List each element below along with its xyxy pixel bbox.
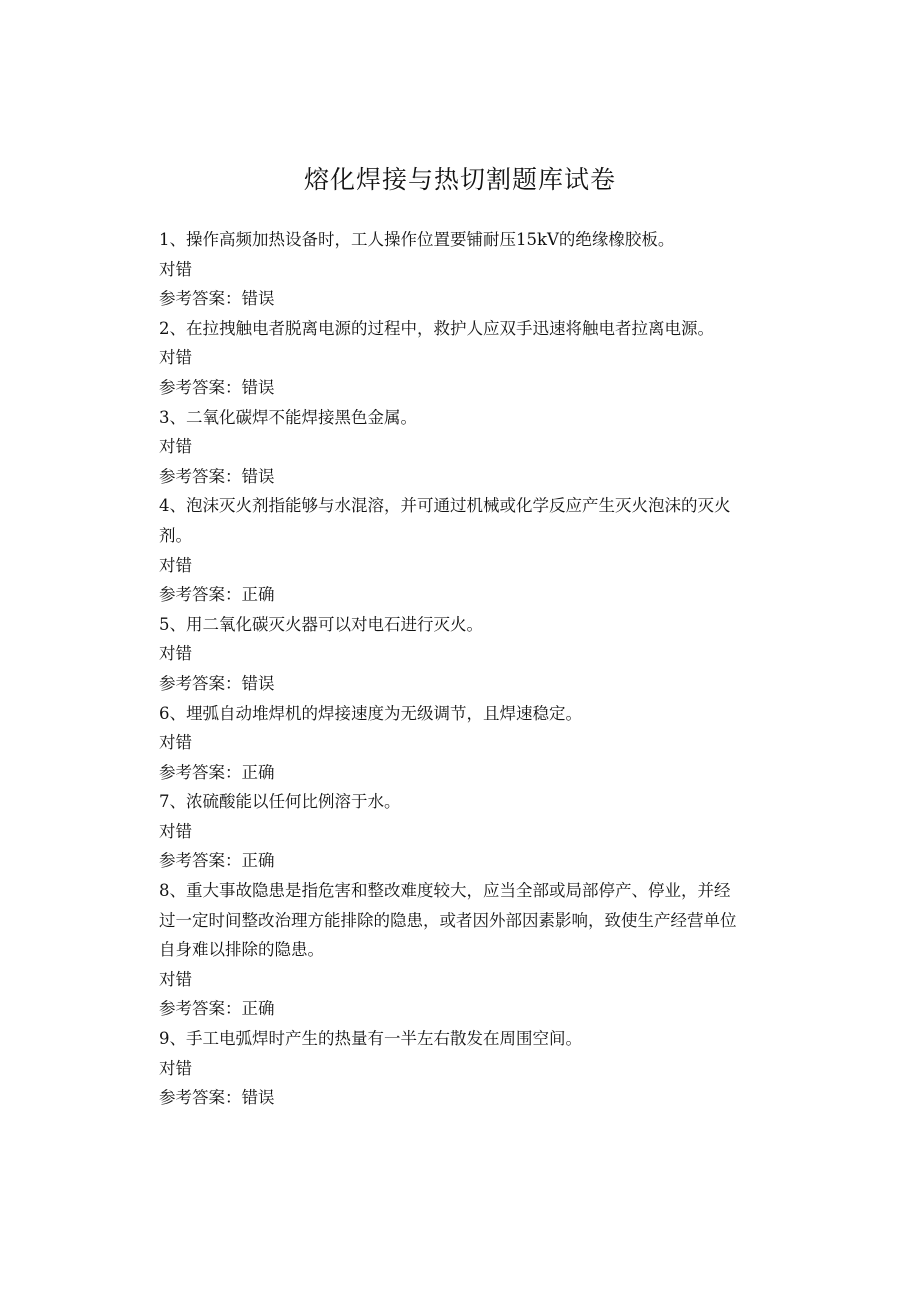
question-text: 6、埋弧自动堆焊机的焊接速度为无级调节，且焊速稳定。 xyxy=(159,703,582,723)
question-text-line: 4、泡沫灭火剂指能够与水混溶，并可通过机械或化学反应产生灭火泡沫的灭火 xyxy=(159,496,731,516)
question-item xyxy=(159,314,769,403)
question-text-line: 过一定时间整改治理方能排除的隐患，或者因外部因素影响，致使生产经营单位 xyxy=(159,910,737,930)
question-item xyxy=(159,699,769,788)
question-options: 对错 xyxy=(159,644,192,664)
question-options: 对错 xyxy=(159,1058,192,1078)
question-item xyxy=(159,403,769,492)
question-text: 3、二氧化碳焊不能焊接黑色金属。 xyxy=(159,407,417,427)
question-answer: 参考答案：正确 xyxy=(159,851,275,871)
question-item xyxy=(159,225,769,314)
question-answer: 参考答案：正确 xyxy=(159,999,275,1019)
question-list xyxy=(159,225,769,1113)
question-answer: 参考答案：错误 xyxy=(159,673,275,693)
question-options: 对错 xyxy=(159,259,192,279)
question-item xyxy=(159,491,769,609)
question-text: 7、浓硫酸能以任何比例溶于水。 xyxy=(159,792,401,812)
question-text: 5、用二氧化碳灭火器可以对电石进行灭火。 xyxy=(159,614,483,634)
question-text: 9、手工电弧焊时产生的热量有一半左右散发在周围空间。 xyxy=(159,1029,582,1049)
question-answer: 参考答案：错误 xyxy=(159,1088,275,1108)
question-text-line: 自身难以排除的隐患。 xyxy=(159,940,324,960)
question-answer: 参考答案：正确 xyxy=(159,585,275,605)
question-item xyxy=(159,787,769,876)
question-text: 1、操作高频加热设备时，工人操作位置要铺耐压15kV的绝缘橡胶板。 xyxy=(159,230,675,249)
question-text-line: 剂。 xyxy=(159,525,192,545)
question-item xyxy=(159,876,769,1024)
question-item xyxy=(159,610,769,699)
question-options: 对错 xyxy=(159,348,192,368)
question-answer: 参考答案：正确 xyxy=(159,762,275,782)
document-title: 熔化焊接与热切割题库试卷 xyxy=(303,165,616,194)
question-text: 2、在拉拽触电者脱离电源的过程中，救护人应双手迅速将触电者拉离电源。 xyxy=(159,318,714,338)
question-options: 对错 xyxy=(159,821,192,841)
question-options: 对错 xyxy=(159,437,192,457)
question-answer: 参考答案：错误 xyxy=(159,377,275,397)
question-options: 对错 xyxy=(159,969,192,989)
question-text-line: 8、重大事故隐患是指危害和整改难度较大，应当全部或局部停产、停业，并经 xyxy=(159,881,731,901)
question-item xyxy=(159,1024,769,1113)
question-options: 对错 xyxy=(159,733,192,753)
question-answer: 参考答案：错误 xyxy=(159,289,275,309)
question-answer: 参考答案：错误 xyxy=(159,466,275,486)
question-options: 对错 xyxy=(159,555,192,575)
